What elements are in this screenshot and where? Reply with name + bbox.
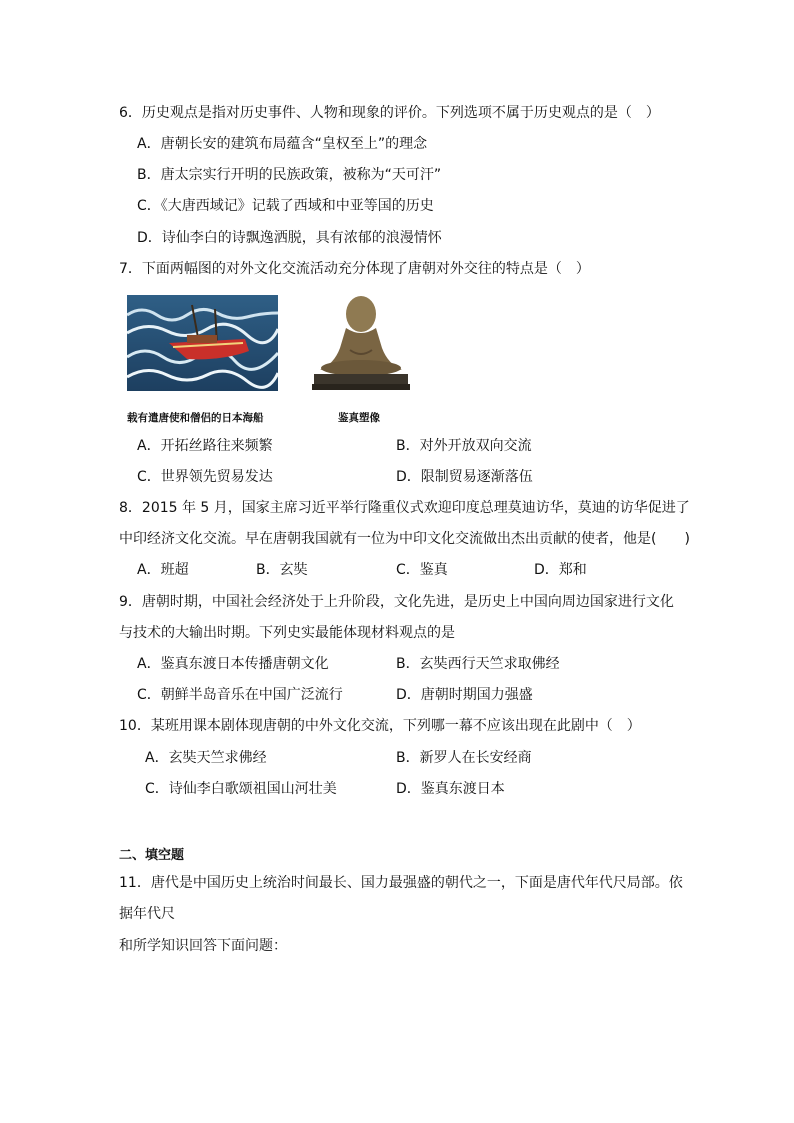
- q7-stem: 7．下面两幅图的对外文化交流活动充分体现了唐朝对外交往的特点是（ ）: [119, 261, 590, 277]
- q10-option-c: C．诗仙李白歌颂祖国山河壮美: [145, 781, 337, 797]
- q8-option-b: B．玄奘: [256, 562, 308, 578]
- statue-caption: 鉴真塑像: [338, 412, 380, 424]
- q6-option-b: B．唐太宗实行开明的民族政策，被称为“天可汗”: [137, 167, 442, 183]
- q6-option-c: C．《大唐西域记》记载了西域和中亚等国的历史: [137, 198, 434, 214]
- q6-stem: 6．历史观点是指对历史事件、人物和现象的评价。下列选项不属于历史观点的是（ ）: [119, 105, 660, 121]
- q6-option-a: A．唐朝长安的建筑布局蕴含“皇权至上”的理念: [137, 136, 428, 152]
- q7-option-b: B．对外开放双向交流: [396, 438, 532, 454]
- section-title: 二、填空题: [119, 848, 185, 863]
- q9-option-a: A．鉴真东渡日本传播唐朝文化: [137, 656, 329, 672]
- q7-option-c: C．世界领先贸易发达: [137, 469, 273, 485]
- q10-option-d: D．鉴真东渡日本: [396, 781, 505, 797]
- q10-option-b: B．新罗人在长安经商: [396, 750, 532, 766]
- q10-stem: 10．某班用课本剧体现唐朝的中外文化交流，下列哪一幕不应该出现在此剧中（ ）: [119, 718, 641, 734]
- jianzhen-statue-image: [310, 288, 412, 392]
- q9-option-c: C．朝鲜半岛音乐在中国广泛流行: [137, 687, 343, 703]
- q8-stem-line2: 中印经济文化交流。早在唐朝我国就有一位为中印文化交流做出杰出贡献的使者，他是( ): [119, 531, 690, 547]
- q7-option-d: D．限制贸易逐渐落伍: [396, 469, 533, 485]
- ship-caption: 载有遣唐使和僧侣的日本海船: [127, 412, 264, 424]
- q9-option-b: B．玄奘西行天竺求取佛经: [396, 656, 560, 672]
- q8-option-a: A．班超: [137, 562, 189, 578]
- q11-line3: 和所学知识回答下面问题：: [119, 938, 287, 954]
- q9-option-d: D．唐朝时期国力强盛: [396, 687, 533, 703]
- q11-line1: 11．唐代是中国历史上统治时间最长、国力最强盛的朝代之一，下面是唐代年代尺局部。依: [119, 875, 683, 891]
- q9-stem-line1: 9．唐朝时期，中国社会经济处于上升阶段，文化先进，是历史上中国向周边国家进行文化: [119, 594, 674, 610]
- q6-option-d: D．诗仙李白的诗飘逸洒脱，具有浓郁的浪漫情怀: [137, 230, 442, 246]
- q11-line2: 据年代尺: [119, 906, 175, 922]
- q8-option-c: C．鉴真: [396, 562, 448, 578]
- ship-painting-image: [127, 295, 278, 391]
- q8-stem-line1: 8．2015 年 5 月，国家主席习近平举行隆重仪式欢迎印度总理莫迪访华，莫迪的访华促进了: [119, 500, 690, 516]
- q7-option-a: A．开拓丝路往来频繁: [137, 438, 273, 454]
- q10-option-a: A．玄奘天竺求佛经: [145, 750, 267, 766]
- q9-stem-line2: 与技术的大输出时期。下列史实最能体现材料观点的是: [119, 625, 455, 641]
- q8-option-d: D．郑和: [534, 562, 587, 578]
